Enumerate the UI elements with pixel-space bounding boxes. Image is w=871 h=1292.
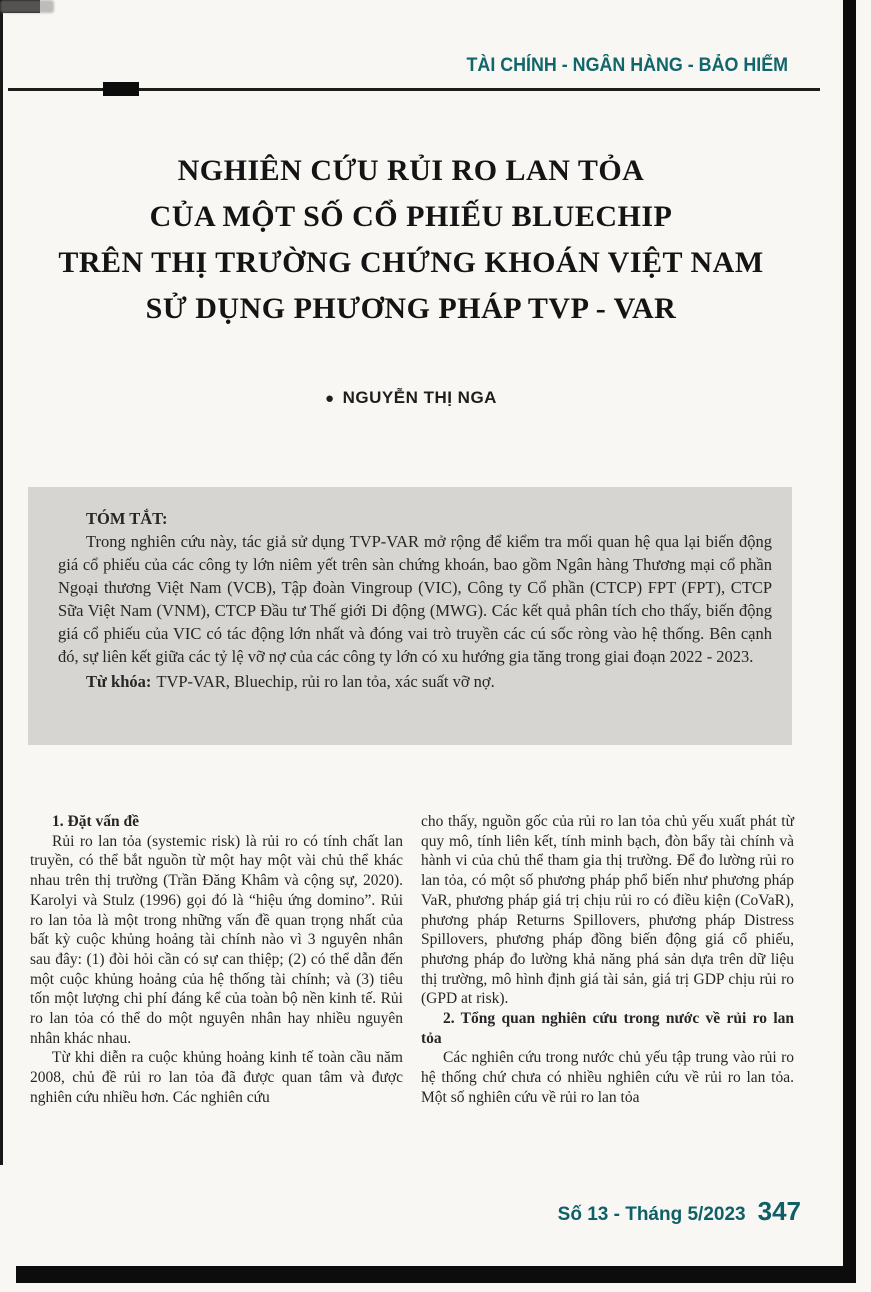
right-column [421,812,794,1108]
scan-right-edge-bar [843,0,856,1278]
section-1-heading: 1. Đặt vấn đề [52,813,139,830]
abstract-heading: TÓM TẮT: [86,509,168,528]
abstract-keywords [58,670,772,693]
left-paragraph-1: Rủi ro lan tỏa (systemic risk) là rủi ro có tính chất lan truyền, có thể bắt nguồn từ một hay một vài chủ thể khác nhau trên thị trường (Trần Đăng Khâm và cộng sự, 2020). Karolyi và Stulz (1996) gọi đó là “hiệu ứng domino”. Rủi ro lan tỏa là một trong những vấn đề quan trọng nhất của bất kỳ cuộc khủng hoảng tài chính nào vì 3 nguyên nhân sau đây: (1) đòi hỏi cần có sự can thiệp; (2) có thể dẫn đến một cuộc khủng hoảng của hệ thống tài chính; và (3) tiêu tốn một lượng chi phí đáng kể của toàn bộ nền kinh tế. Rủi ro lan tỏa có thể do một nguyên nhân hay nhiều nguyên nhân khác nhau. [30,832,403,1047]
right-paragraph-1: cho thấy, nguồn gốc của rủi ro lan tỏa chủ yếu xuất phát từ quy mô, tính liên kết, tính minh bạch, đòn bẩy tài chính và hành vi của chủ thể tham gia thị trường. Để đo lường rủi ro lan tỏa, có một số phương pháp phổ biến như phương pháp VaR, phương pháp giá trị chịu rủi ro có điều kiện (CoVaR), phương pháp Returns Spillovers, phương pháp Distress Spillovers, phương pháp đồng biến động giá cổ phiếu, phương pháp đo lường khả năng phá sản dựa trên dữ liệu thị trường, mô hình định giá tài sản, giá trị GDP chịu rủi ro (GPD at risk). [421,813,794,1008]
scan-bottom-edge-bar [16,1266,856,1283]
page-number: 347 [757,1196,801,1226]
section-2-heading: 2. Tổng quan nghiên cứu trong nước về rủi ro lan tỏa [421,1010,794,1047]
right-paragraph-2: Các nghiên cứu trong nước chủ yếu tập trung vào rủi ro hệ thống chứ chưa có nhiều nghiên cứu về rủi ro lan tỏa. Một số nghiên cứu về rủi ro lan tỏa [421,1049,794,1106]
title-line: SỬ DỤNG PHƯƠNG PHÁP TVP - VAR [145,292,677,325]
abstract-body: Trong nghiên cứu này, tác giả sử dụng TVP-VAR mở rộng để kiểm tra mối quan hệ qua lại biến động giá cổ phiếu của các công ty lớn niêm yết trên sàn chứng khoán, bao gồm Ngân hàng Thương mại cổ phần Ngoại thương Việt Nam (VCB), Tập đoàn Vingroup (VIC), Công ty Cổ phần (CTCP) FPT (FPT), CTCP Sữa Việt Nam (VNM), CTCP Đầu tư Thế giới Di động (MWG). Các kết quả phân tích cho thấy, biến động giá cổ phiếu của VIC có tác động lớn nhất và đóng vai trò truyền các cú sốc ròng vào hệ thống. Bên cạnh đó, sự liên kết giữa các tỷ lệ vỡ nợ của các công ty lớn có xu hướng gia tăng trong giai đoạn 2022 - 2023. [58,532,772,666]
title-line: TRÊN THỊ TRƯỜNG CHỨNG KHOÁN VIỆT NAM [58,246,764,279]
journal-section-header: TÀI CHÍNH - NGÂN HÀNG - BẢO HIỂM [466,55,788,76]
body-columns [30,812,794,1108]
keywords-text: TVP-VAR, Bluechip, rủi ro lan tỏa, xác suất vỡ nợ. [156,672,495,691]
page-footer [558,1196,801,1227]
scan-blot-mark [103,82,139,96]
author-name: NGUYỄN THỊ NGA [342,388,497,407]
title-line: NGHIÊN CỨU RỦI RO LAN TỎA [177,154,645,187]
title-line: CỦA MỘT SỐ CỔ PHIẾU BLUECHIP [149,200,673,233]
abstract-box [28,487,792,745]
article-title [30,148,792,332]
scan-smudge-mark [0,0,54,13]
author-line [30,388,792,408]
scan-left-edge-line [0,13,3,1165]
left-column [30,812,403,1108]
journal-issue: Số 13 - Tháng 5/2023 [557,1204,746,1225]
keywords-label: Từ khóa: [86,672,152,691]
left-paragraph-2: Từ khi diễn ra cuộc khủng hoảng kinh tế toàn cầu năm 2008, chủ đề rủi ro lan tỏa đã được quan tâm và được nghiên cứu nhiều hơn. Các nghiên cứu [30,1049,403,1106]
author-bullet-icon: ● [325,390,335,407]
